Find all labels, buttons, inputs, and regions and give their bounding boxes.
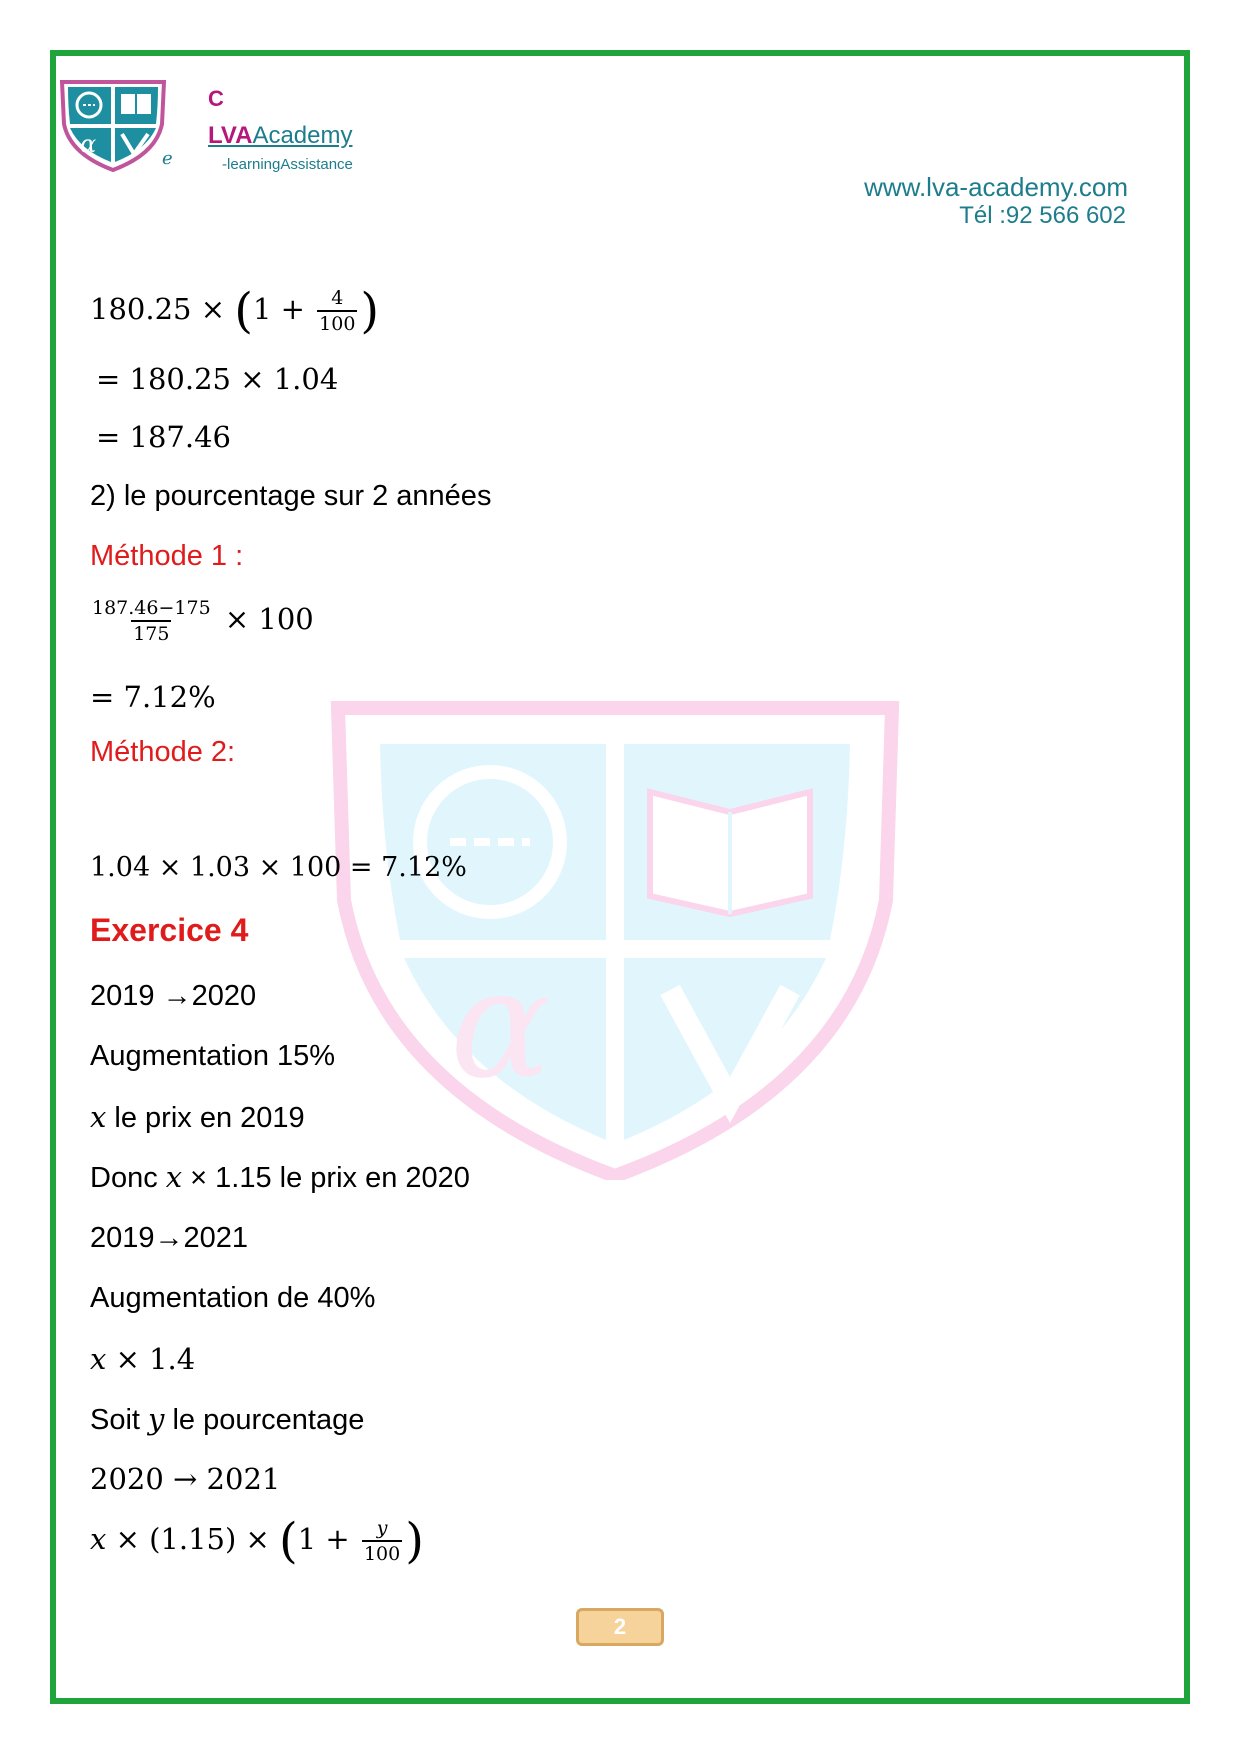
fraction-denominator: 100	[317, 310, 357, 336]
lva-academy-shield-logo	[58, 78, 168, 172]
fraction-numerator: 187.46−175	[92, 597, 211, 619]
brand-lva: LVA	[208, 122, 253, 149]
variable-x: x	[90, 1100, 107, 1134]
brand-name	[208, 122, 352, 150]
x-times-1-4-line	[90, 1342, 195, 1377]
variable-y: y	[148, 1402, 165, 1436]
let-y-text: le pourcentage	[164, 1404, 365, 1436]
calc-line-1	[90, 283, 380, 339]
calc-1-sum: 1 +	[252, 292, 315, 326]
period-2020-2021: 2020 → 2021	[90, 1462, 281, 1496]
fraction-denominator: 100	[362, 1540, 402, 1566]
website-link[interactable]: www.lva-academy.com	[864, 172, 1128, 202]
increase-40: Augmentation de 40%	[90, 1282, 376, 1314]
logo-e-letter: e	[162, 148, 173, 169]
left-paren: (	[279, 1513, 298, 1569]
period-2019-2021: 2019→2021	[90, 1222, 249, 1254]
brand-letter: C	[208, 86, 224, 111]
fraction-difference-over-175	[90, 596, 213, 646]
brand-academy: Academy	[252, 122, 353, 149]
method-2-calc: 1.04 × 1.03 × 100 = 7.12%	[90, 852, 467, 883]
page-number-badge: 2	[576, 1608, 664, 1646]
final-expression-factor: × (1.15) ×	[106, 1522, 280, 1556]
variable-x: x	[90, 1522, 107, 1556]
watermark-shield-logo	[330, 700, 900, 1180]
let-y-line	[90, 1402, 364, 1437]
calc-1-factor: 180.25 ×	[90, 292, 235, 326]
fraction-denominator: 175	[131, 620, 171, 646]
method-1-heading: Méthode 1 :	[90, 540, 244, 572]
variable-x: x	[90, 1342, 107, 1376]
question-2-text: 2) le pourcentage sur 2 années	[90, 480, 492, 512]
calc-line-3: = 187.46	[96, 420, 231, 454]
x-times-1-4-text: × 1.4	[106, 1342, 196, 1376]
variable-x: x	[165, 1160, 183, 1194]
method-1-fraction-line	[90, 596, 314, 646]
let-y-prefix: Soit	[90, 1404, 149, 1436]
method-1-result: = 7.12%	[90, 680, 216, 714]
right-paren: )	[360, 283, 380, 339]
period-2019-2020: 2019 →2020	[90, 980, 257, 1012]
fraction-numerator: 4	[331, 287, 344, 309]
svg-text:α: α	[80, 130, 97, 158]
right-paren: )	[405, 1513, 424, 1569]
phone-number: Tél :92 566 602	[959, 202, 1126, 229]
left-paren: (	[234, 283, 253, 339]
price-2020-line	[90, 1160, 470, 1195]
fraction-y-over-100	[362, 1516, 402, 1566]
svg-text:α: α	[450, 938, 552, 1112]
brand-tagline: -learningAssistance	[222, 156, 353, 173]
price-2019-text: le prix en 2019	[106, 1102, 305, 1134]
fraction-4-over-100	[317, 286, 357, 336]
price-2020-text: × 1.15 le prix en 2020	[182, 1162, 470, 1194]
method-2-heading: Méthode 2:	[90, 736, 236, 768]
calc-line-2: = 180.25 × 1.04	[96, 362, 339, 396]
exercise-4-heading: Exercice 4	[90, 912, 249, 948]
method-1-multiplier: × 100	[224, 602, 314, 636]
final-expression-sum: 1 +	[297, 1522, 359, 1556]
increase-15: Augmentation 15%	[90, 1040, 336, 1072]
fraction-numerator: y	[376, 1517, 388, 1539]
final-expression	[90, 1513, 424, 1569]
price-2019-line	[90, 1100, 305, 1135]
price-2020-prefix: Donc	[90, 1162, 166, 1194]
